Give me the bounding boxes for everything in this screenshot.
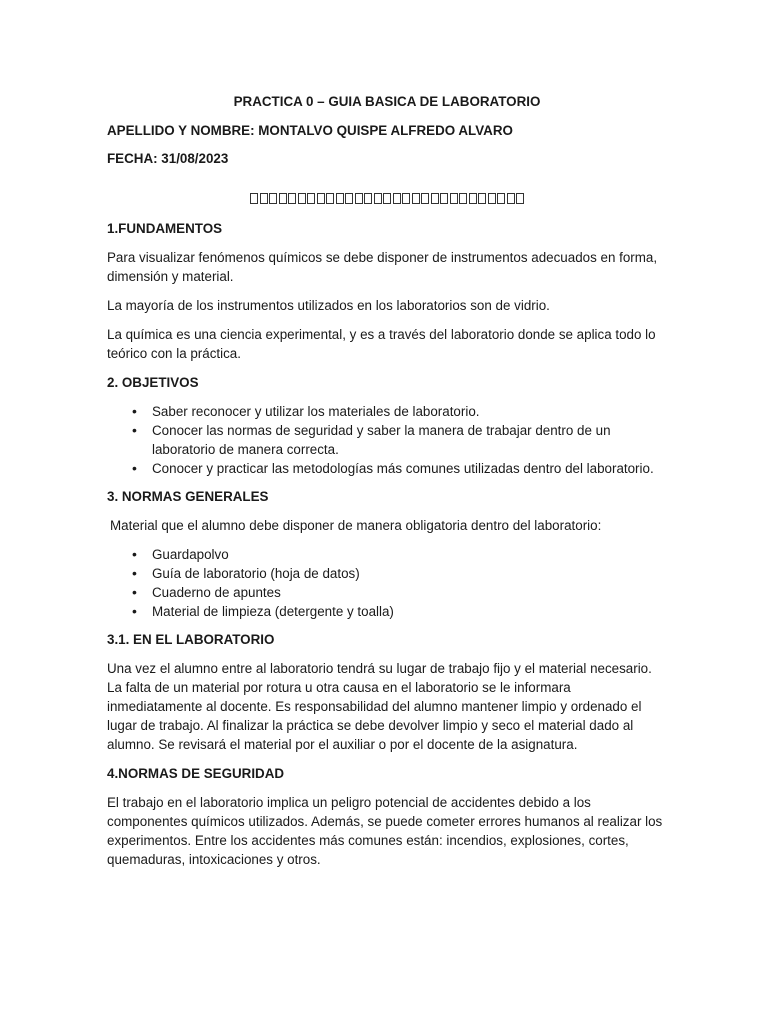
missing-glyph-box — [459, 193, 467, 204]
missing-glyph-box — [260, 193, 268, 204]
missing-glyph-box — [307, 193, 315, 204]
section-heading-seguridad: 4.NORMAS DE SEGURIDAD — [107, 766, 285, 781]
missing-glyph-box — [345, 193, 353, 204]
missing-glyph-box — [488, 193, 496, 204]
document-body — [107, 92, 667, 879]
section-heading-fundamentos: 1.FUNDAMENTOS — [107, 221, 223, 236]
missing-glyph-box — [412, 193, 420, 204]
missing-glyph-box — [450, 193, 458, 204]
missing-glyph-box — [298, 193, 306, 204]
missing-glyph-box — [507, 193, 515, 204]
missing-glyph-box — [516, 193, 524, 204]
paragraph: Para visualizar fenómenos químicos se debe disponer de instrumentos adecuados en forma, dimensión y material. — [107, 250, 658, 284]
missing-glyph-box — [269, 193, 277, 204]
list-item: • Cuaderno de apuntes — [152, 583, 667, 602]
section-heading-en-laboratorio: 3.1. EN EL LABORATORIO — [107, 632, 275, 647]
list-item: • Saber reconocer y utilizar los materiales de laboratorio. — [152, 402, 667, 421]
list-item: • Conocer y practicar las metodologías más comunes utilizadas dentro del laboratorio. — [152, 459, 667, 478]
missing-glyph-box — [326, 193, 334, 204]
missing-glyph-box — [469, 193, 477, 204]
missing-glyph-box — [497, 193, 505, 204]
list-item: • Conocer las normas de seguridad y saber la manera de trabajar dentro de un laboratorio de manera correcta. — [152, 421, 667, 459]
objectives-list — [107, 402, 667, 478]
list-item: • Guardapolvo — [152, 545, 667, 564]
list-item: • Material de limpieza (detergente y toalla) — [152, 602, 667, 621]
missing-glyph-box — [317, 193, 325, 204]
missing-glyph-box — [478, 193, 486, 204]
paragraph: La química es una ciencia experimental, y es a través del laboratorio donde se aplica todo lo teórico con la práctica. — [107, 327, 656, 361]
missing-glyph-box — [440, 193, 448, 204]
missing-glyph-box — [402, 193, 410, 204]
missing-glyph-row — [107, 193, 667, 209]
missing-glyph-box — [288, 193, 296, 204]
list-item: • Guía de laboratorio (hoja de datos) — [152, 564, 667, 583]
date-line: FECHA: 31/08/2023 — [107, 151, 229, 166]
missing-glyph-box — [364, 193, 372, 204]
missing-glyph-box — [355, 193, 363, 204]
paragraph: Material que el alumno debe disponer de manera obligatoria dentro del laboratorio: — [110, 518, 602, 533]
missing-glyph-box — [421, 193, 429, 204]
paragraph: Una vez el alumno entre al laboratorio tendrá su lugar de trabajo fijo y el material necesario. La falta de un material por rotura u otra causa en el laboratorio se le informara inmediatamente al docente. Es responsabilidad del alumno mantener limpio y ordenado el lugar de trabajo. Al finalizar la práctica se debe devolver limpio y seco el material dado al alumno. Se revisará el material por el auxiliar o por el docente de la asignatura. — [107, 661, 652, 752]
missing-glyph-box — [250, 193, 258, 204]
materials-list — [107, 545, 667, 621]
missing-glyph-box — [374, 193, 382, 204]
section-heading-normas-generales: 3. NORMAS GENERALES — [107, 489, 269, 504]
missing-glyph-box — [431, 193, 439, 204]
paragraph: El trabajo en el laboratorio implica un peligro potencial de accidentes debido a los componentes químicos utilizados. Además, se puede cometer errores humanos al realizar los experimentos. Entre los accidentes más comunes están: incendios, explosiones, cortes, quemaduras, intoxicaciones y otros. — [107, 795, 663, 867]
missing-glyph-box — [279, 193, 287, 204]
document-title: PRACTICA 0 – GUIA BASICA DE LABORATORIO — [233, 94, 541, 109]
missing-glyph-box — [383, 193, 391, 204]
missing-glyph-box — [393, 193, 401, 204]
missing-glyph-box — [336, 193, 344, 204]
student-name-line: APELLIDO Y NOMBRE: MONTALVO QUISPE ALFREDO ALVARO — [107, 123, 513, 138]
paragraph: La mayoría de los instrumentos utilizados en los laboratorios son de vidrio. — [107, 298, 550, 313]
section-heading-objetivos: 2. OBJETIVOS — [107, 375, 199, 390]
